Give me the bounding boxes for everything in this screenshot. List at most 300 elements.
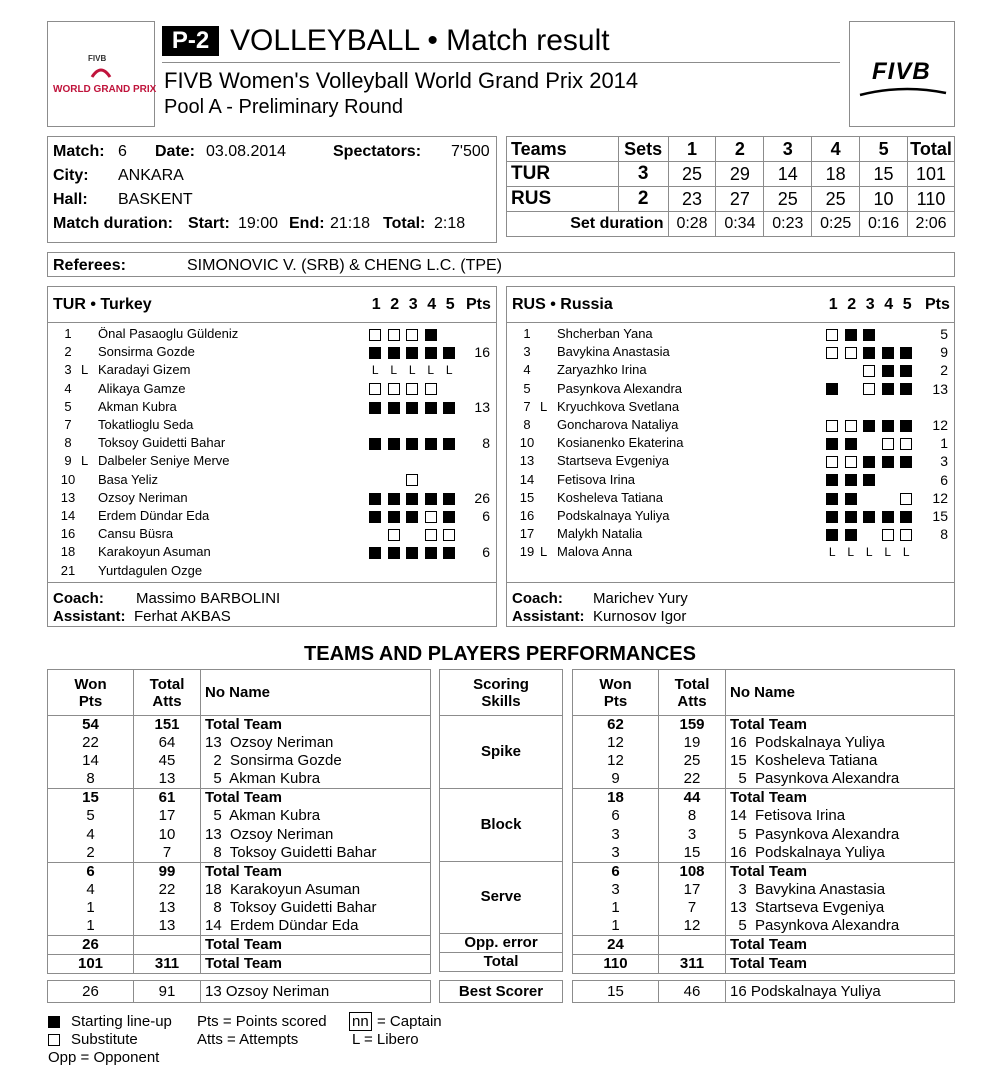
player-number: 4: [523, 362, 531, 378]
total-atts: 311: [659, 955, 726, 974]
substitute-square-icon: [900, 493, 912, 505]
substitute-square-icon: [388, 329, 400, 341]
starting-lineup-square-icon: [882, 456, 894, 468]
total-time: 2:18: [434, 215, 466, 232]
libero-set-marker: L: [371, 363, 379, 378]
performance-row: [48, 734, 431, 752]
empty-set-cell: [823, 364, 842, 377]
won-pts: 4: [48, 826, 134, 844]
set-header: 5: [445, 296, 455, 313]
set-participation: [366, 492, 459, 505]
legend-captain-box: nn: [349, 1012, 372, 1031]
starting-lineup-square-icon: [845, 493, 857, 505]
starting-lineup-square-icon: [425, 547, 437, 559]
performance-row: [48, 881, 431, 899]
skill-name: Serve: [480, 888, 522, 906]
won-pts: 12: [573, 752, 659, 770]
event-logo-top: FIVB: [88, 54, 107, 63]
performance-row: [573, 734, 955, 752]
player-name: Total Team: [730, 936, 807, 954]
set-participation: [823, 528, 916, 541]
starting-lineup-square-icon: [845, 474, 857, 486]
total-atts: 15: [659, 844, 726, 863]
total-atts: 22: [659, 770, 726, 789]
player-row: [48, 361, 496, 379]
starting-lineup-square-icon: [845, 438, 857, 450]
performance-row: [48, 862, 431, 881]
match-label: Match:: [53, 143, 105, 160]
player-name: Akman Kubra: [98, 398, 177, 414]
end-time: 21:18: [330, 215, 371, 232]
player-points: 2: [940, 362, 948, 379]
performance-header-row: [573, 670, 955, 716]
header-rule: [162, 62, 840, 63]
results-header-set5: 5: [860, 137, 908, 162]
skill-name: Total: [483, 953, 519, 971]
libero-set-marker: L: [427, 363, 435, 378]
set-header: 3: [865, 296, 875, 313]
referees-label: Referees:: [53, 257, 126, 274]
set-participation: [823, 364, 916, 377]
starting-lineup-square-icon: [863, 347, 875, 359]
player-name: 15 Kosheleva Tatiana: [730, 752, 878, 770]
assistant-label: Assistant:: [512, 608, 585, 625]
player-name: 5 Akman Kubra: [205, 770, 321, 788]
substitute-square-icon: [425, 383, 437, 395]
won-pts: 24: [573, 936, 659, 955]
player-number: 8: [523, 417, 531, 432]
player-row: [48, 471, 496, 489]
player-name: 13 Ozsoy Neriman: [205, 982, 330, 1000]
empty-set-cell: [440, 474, 459, 487]
player-number: 21: [60, 562, 76, 578]
set-participation: [823, 419, 916, 432]
set-participation: [366, 346, 459, 359]
player-points: 6: [940, 471, 948, 488]
empty-set-cell: [879, 328, 898, 341]
player-name: 16 Podskalnaya Yuliya: [730, 843, 885, 861]
player-row: [507, 471, 954, 489]
starting-lineup-square-icon: [443, 511, 455, 523]
starting-lineup-square-icon: [826, 493, 838, 505]
set-participation: [823, 328, 916, 341]
substitute-square-icon: [826, 456, 838, 468]
player-name: Erdem Dündar Eda: [98, 508, 210, 523]
total-atts: 25: [659, 752, 726, 770]
total-atts: 10: [134, 826, 201, 844]
player-row: [48, 416, 496, 434]
substitute-square-icon: [406, 329, 418, 341]
won-pts: 6: [573, 807, 659, 825]
set-participation: [366, 510, 459, 523]
empty-set-cell: [440, 383, 459, 396]
total-atts: 91: [134, 981, 201, 1003]
total-atts: 13: [134, 899, 201, 917]
empty-set-cell: [422, 474, 441, 487]
won-pts: 15: [573, 981, 659, 1003]
skill-row: [440, 716, 563, 789]
player-name: Tokatlioglu Seda: [98, 417, 194, 432]
legend-opp: Opp = Opponent: [48, 1049, 160, 1066]
starting-lineup-square-icon: [406, 493, 418, 505]
substitute-square-icon: [406, 474, 418, 486]
team-a-performance-table: [47, 669, 431, 974]
set-participation: [823, 474, 916, 487]
substitute-square-icon: [900, 529, 912, 541]
fivb-logo-swoosh-icon: [858, 86, 948, 98]
player-name: 2 Sonsirma Gozde: [205, 752, 342, 770]
total-atts: 45: [134, 752, 201, 770]
player-points: 6: [482, 508, 490, 524]
player-number: 16: [60, 526, 76, 542]
set-score: 23: [668, 187, 716, 212]
player-row: [507, 361, 954, 379]
performance-title: TEAMS AND PLAYERS PERFORMANCES: [304, 643, 696, 665]
starting-lineup-square-icon: [900, 347, 912, 359]
player-name: Basa Yeliz: [98, 471, 158, 487]
substitute-square-icon: [863, 383, 875, 395]
starting-lineup-square-icon: [882, 347, 894, 359]
results-header-set4: 4: [812, 137, 860, 162]
assistant-label: Assistant:: [53, 608, 126, 625]
won-pts: 54: [48, 716, 134, 735]
set-score: 27: [716, 187, 764, 212]
libero-set-marker: L: [884, 545, 892, 560]
starting-lineup-square-icon: [900, 456, 912, 468]
player-row: [48, 489, 496, 507]
results-header-set1: 1: [668, 137, 716, 162]
total-atts: 7: [134, 844, 201, 863]
player-row: [48, 325, 496, 343]
starting-lineup-square-icon: [900, 420, 912, 432]
player-name: Alikaya Gamze: [98, 380, 186, 396]
player-number: 19: [519, 544, 535, 560]
player-number: 18: [60, 544, 76, 560]
player-points: 6: [482, 544, 490, 561]
team-b-roster: [506, 286, 955, 627]
player-name: 13 Startseva Evgeniya: [730, 899, 885, 917]
hall-label: Hall:: [53, 191, 88, 208]
player-number: 3: [523, 344, 531, 360]
pts-header: Pts: [466, 296, 491, 313]
start-label: Start:: [188, 215, 230, 232]
coach-name: Massimo BARBOLINI: [136, 590, 281, 607]
player-name: Kosheleva Tatiana: [557, 489, 664, 505]
volleyball-logo-icon: [90, 63, 112, 79]
total-atts: 64: [134, 734, 201, 752]
libero-set-marker: L: [445, 363, 453, 378]
total-duration: 2:06: [908, 212, 955, 237]
empty-set-cell: [385, 474, 404, 487]
player-number: 1: [523, 326, 531, 341]
total-atts: 13: [134, 917, 201, 936]
won-pts: 6: [48, 862, 134, 881]
won-pts-header: Won Pts: [48, 670, 134, 716]
empty-set-cell: [842, 383, 861, 396]
player-points: 8: [940, 526, 948, 543]
substitute-square-icon: [406, 383, 418, 395]
player-number: 16: [519, 508, 535, 523]
starting-lineup-square-icon: [388, 493, 400, 505]
set-duration-row: [507, 212, 955, 237]
performance-row: [573, 789, 955, 808]
performance-row: [573, 807, 955, 825]
starting-lineup-square-icon: [406, 438, 418, 450]
empty-set-cell: [897, 328, 916, 341]
total-atts: 61: [134, 789, 201, 808]
won-pts: 62: [573, 716, 659, 735]
set-score: 25: [764, 187, 812, 212]
performance-row: [573, 881, 955, 899]
performance-total-row: [48, 955, 431, 974]
spectators-label: Spectators:: [333, 143, 422, 160]
won-pts: 101: [48, 955, 134, 974]
starting-lineup-square-icon: [388, 347, 400, 359]
won-pts: 26: [48, 981, 134, 1003]
substitute-square-icon: [388, 529, 400, 541]
won-pts: 5: [48, 807, 134, 825]
player-points: 1: [940, 435, 948, 452]
player-name: 14 Fetisova Irina: [730, 807, 846, 825]
scoring-skills-table: [439, 669, 563, 972]
won-pts: 2: [48, 844, 134, 863]
player-number: 1: [64, 326, 72, 341]
player-name: Goncharova Nataliya: [557, 417, 679, 432]
player-number: 15: [519, 489, 535, 505]
won-pts: 8: [48, 770, 134, 789]
total-atts: 19: [659, 734, 726, 752]
player-row: [507, 507, 954, 525]
start-time: 19:00: [238, 215, 279, 232]
starting-lineup-square-icon: [369, 347, 381, 359]
substitute-square-icon: [425, 511, 437, 523]
total-atts: 44: [659, 789, 726, 808]
starting-lineup-square-icon: [882, 383, 894, 395]
player-name: Total Team: [205, 955, 282, 973]
player-row: [48, 562, 496, 580]
team-a-best-scorer: [47, 980, 431, 1003]
set-score: 15: [860, 162, 908, 187]
starting-lineup-square-icon: [369, 493, 381, 505]
performance-row: [48, 807, 431, 825]
empty-set-cell: [897, 474, 916, 487]
legend-substitute: Substitute: [71, 1031, 138, 1048]
total-atts: 3: [659, 826, 726, 844]
performance-row: [573, 716, 955, 735]
player-name: Total Team: [730, 789, 807, 807]
starting-lineup-square-icon: [882, 365, 894, 377]
starting-lineup-square-icon: [425, 329, 437, 341]
player-name: 5 Akman Kubra: [205, 807, 321, 825]
set-score: 10: [860, 187, 908, 212]
player-number: 4: [64, 380, 72, 396]
starting-lineup-square-icon: [845, 529, 857, 541]
player-points: 8: [482, 435, 490, 452]
substitute-square-icon: [900, 438, 912, 450]
starting-lineup-square-icon: [882, 511, 894, 523]
fivb-logo: FIVB: [872, 58, 931, 85]
starting-lineup-square-icon: [845, 329, 857, 341]
team-a-title: TUR • Turkey: [53, 296, 152, 313]
match-info-box: [47, 136, 497, 243]
starting-lineup-square-icon: [406, 347, 418, 359]
player-row: [507, 543, 954, 561]
set-participation: [366, 474, 459, 487]
team-b-performance-table: [572, 669, 955, 974]
document-code: P-2: [162, 26, 219, 56]
starting-lineup-square-icon: [406, 511, 418, 523]
total-atts: [134, 936, 201, 955]
libero-marker: L: [540, 544, 548, 560]
player-name: Total Team: [205, 789, 282, 807]
hall-value: BASKENT: [118, 191, 193, 208]
team-code: TUR: [507, 162, 619, 187]
skills-header: Scoring Skills: [473, 675, 529, 710]
results-header-set2: 2: [716, 137, 764, 162]
player-points: 12: [932, 417, 948, 433]
player-points: 15: [932, 508, 948, 524]
empty-set-cell: [879, 474, 898, 487]
set-duration: 0:34: [716, 212, 764, 237]
set-participation: [823, 510, 916, 523]
starting-lineup-square-icon: [406, 547, 418, 559]
starting-lineup-square-icon: [369, 438, 381, 450]
set-column-headers: [824, 296, 917, 314]
set-participation: [823, 346, 916, 359]
player-row: [507, 525, 954, 543]
coach-name: Marichev Yury: [593, 590, 688, 607]
sets-won: 2: [618, 187, 668, 212]
starting-lineup-square-icon: [369, 547, 381, 559]
player-name: Bavykina Anastasia: [557, 344, 670, 360]
player-number: 10: [60, 471, 76, 487]
player-name: Cansu Büsra: [98, 526, 174, 542]
round-name: Pool A - Preliminary Round: [164, 96, 404, 118]
city-value: ANKARA: [118, 167, 184, 184]
skill-row: [440, 934, 563, 953]
won-pts: 14: [48, 752, 134, 770]
player-name: Kosianenko Ekaterina: [557, 435, 684, 451]
roster-divider: [48, 322, 496, 323]
player-number: 14: [60, 508, 76, 523]
libero-set-marker: L: [847, 545, 855, 560]
total-atts: 46: [659, 981, 726, 1003]
starting-lineup-square-icon: [845, 511, 857, 523]
performance-row: [573, 844, 955, 863]
libero-marker: L: [81, 453, 89, 469]
player-name: Startseva Evgeniya: [557, 453, 670, 469]
results-table: [506, 136, 955, 237]
starting-lineup-square-icon: [826, 383, 838, 395]
player-name: Ozsoy Neriman: [98, 489, 188, 505]
substitute-square-icon: [845, 456, 857, 468]
player-number: 8: [64, 435, 72, 451]
end-label: End:: [289, 215, 325, 232]
set-duration: 0:25: [812, 212, 860, 237]
player-name: Karadayi Gizem: [98, 362, 191, 378]
event-logo-box: [47, 21, 155, 127]
player-name: Total Team: [730, 716, 807, 733]
player-points: 13: [932, 380, 948, 397]
player-name: Total Team: [205, 936, 282, 954]
player-name: Karakoyun Asuman: [98, 544, 211, 560]
won-pts: 26: [48, 936, 134, 955]
won-pts: 22: [48, 734, 134, 752]
player-row: [507, 343, 954, 361]
player-row: [48, 398, 496, 416]
legend-starting: Starting line-up: [71, 1013, 172, 1030]
city-label: City:: [53, 167, 89, 184]
team-b-best-scorer: [572, 980, 955, 1003]
performance-row: [48, 917, 431, 936]
event-logo-text: WORLD GRAND PRIX: [53, 84, 157, 95]
starting-lineup-square-icon: [443, 547, 455, 559]
player-points: 13: [474, 398, 490, 415]
player-points: 3: [940, 453, 948, 470]
performance-row: [573, 752, 955, 770]
set-score: 18: [812, 162, 860, 187]
player-number: 10: [519, 435, 535, 451]
starting-lineup-square-icon: [863, 511, 875, 523]
empty-set-cell: [860, 437, 879, 450]
starting-lineup-square-icon: [443, 402, 455, 414]
starting-lineup-square-icon: [369, 511, 381, 523]
player-row: [507, 380, 954, 398]
results-header-teams: Teams: [507, 137, 619, 162]
player-name: Shcherban Yana: [557, 326, 653, 341]
substitute-square-icon: [882, 529, 894, 541]
player-number: 9: [64, 453, 72, 469]
empty-set-cell: [879, 492, 898, 505]
empty-set-cell: [366, 528, 385, 541]
legend-captain: = Captain: [377, 1013, 442, 1030]
player-name: Malykh Natalia: [557, 526, 643, 542]
empty-set-cell: [366, 474, 385, 487]
starting-lineup-square-icon: [826, 438, 838, 450]
libero-set-marker: L: [390, 363, 398, 378]
set-score: 25: [812, 187, 860, 212]
player-number: 7: [523, 398, 531, 414]
total-atts: 311: [134, 955, 201, 974]
libero-marker: L: [81, 362, 89, 378]
performance-row: [573, 826, 955, 844]
player-name: Kryuchkova Svetlana: [557, 398, 680, 414]
total-atts: 13: [134, 770, 201, 789]
performance-row: [48, 844, 431, 863]
coach-label: Coach:: [53, 590, 104, 607]
set-header: 2: [390, 296, 400, 313]
won-pts: 18: [573, 789, 659, 808]
player-name: Toksoy Guidetti Bahar: [98, 435, 226, 451]
player-name: 16 Podskalnaya Yuliya: [730, 734, 885, 752]
performance-row: [573, 862, 955, 881]
match-number: 6: [118, 143, 127, 160]
starting-lineup-square-icon: [369, 402, 381, 414]
set-header: 4: [884, 296, 894, 313]
player-name: Total Team: [205, 716, 282, 733]
player-name: Zaryazhko Irina: [557, 362, 647, 378]
spectators-value: 7'500: [451, 143, 490, 160]
total-atts-header: Total Atts: [659, 670, 726, 716]
player-name: Total Team: [730, 955, 807, 973]
player-row: [48, 507, 496, 525]
roster-divider: [507, 322, 954, 323]
substitute-square-icon: [388, 383, 400, 395]
won-pts: 4: [48, 881, 134, 899]
player-number: 2: [64, 344, 72, 360]
performance-row: [573, 770, 955, 789]
player-name: 14 Erdem Dündar Eda: [205, 917, 359, 935]
